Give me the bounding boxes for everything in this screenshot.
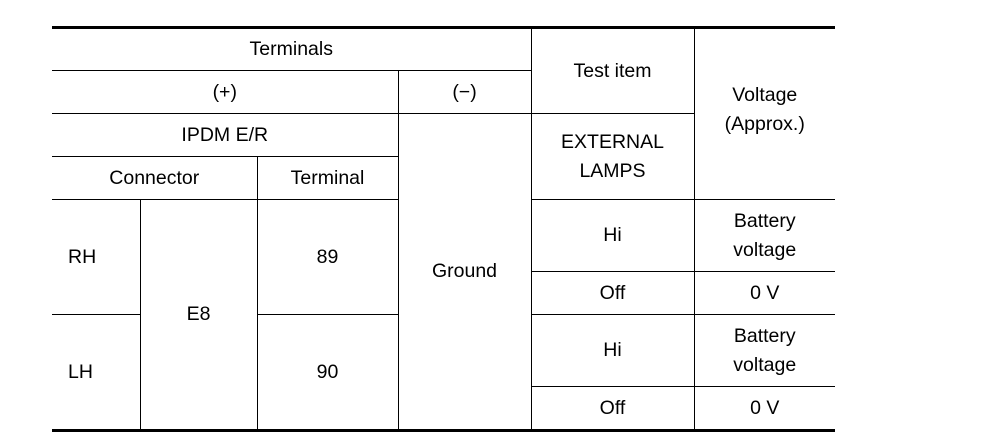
test-value-rh-off: Off [531,272,694,315]
test-value-rh-hi: Hi [531,200,694,272]
voltage-header-label: Voltage (Approx.) [724,84,805,135]
connector-value: E8 [140,200,257,431]
voltage-value-lh-off: 0 V [694,387,835,431]
terminal-voltage-table [52,26,835,432]
voltage-value-rh-off: 0 V [694,272,835,315]
ipdm-header: IPDM E/R [52,114,398,157]
test-value-lh-hi: Hi [531,315,694,387]
voltage-value-lh-hi: Battery voltage [694,315,835,387]
positive-header: (+) [52,71,398,114]
voltage-value-rh-hi: Battery voltage [694,200,835,272]
terminal-value-lh: 90 [257,315,398,431]
terminal-header: Terminal [257,157,398,200]
connector-header: Connector [52,157,257,200]
side-label-rh: RH [52,200,140,315]
terminal-value-rh: 89 [257,200,398,315]
negative-header: (−) [398,71,531,114]
terminals-header: Terminals [52,28,531,71]
test-item-header: Test item [531,28,694,114]
ground-cell: Ground [398,114,531,431]
voltage-header [694,28,835,200]
side-label-lh: LH [52,315,140,431]
test-value-lh-off: Off [531,387,694,431]
external-lamps-header: EXTERNAL LAMPS [531,114,694,200]
